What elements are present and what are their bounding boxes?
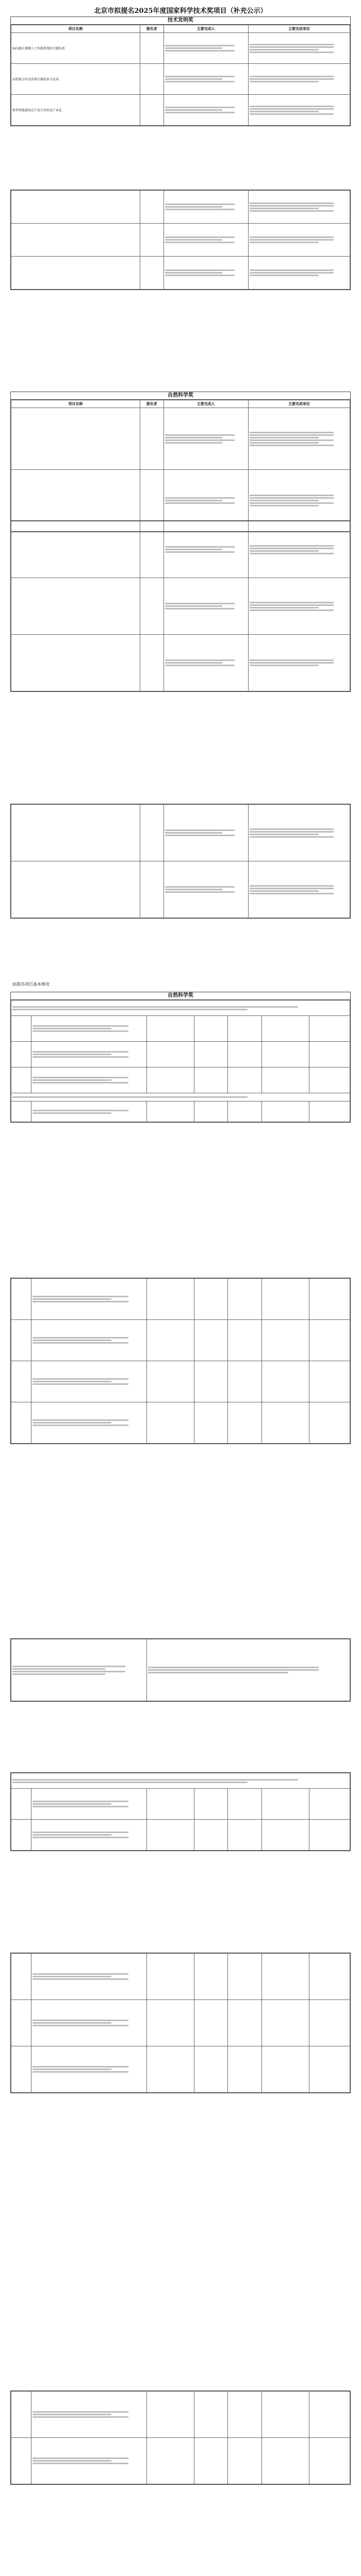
detail-table xyxy=(11,1773,350,1851)
detail-form-block-6 xyxy=(10,2391,351,2485)
table-row xyxy=(11,635,350,691)
table-row xyxy=(11,805,350,861)
nominator-cell xyxy=(140,257,163,290)
detail-form-block-3 xyxy=(10,1638,351,1702)
section-heading: 技术发明奖 xyxy=(11,17,350,25)
table-row xyxy=(11,95,350,126)
nominator-cell xyxy=(140,95,163,126)
nominator-cell xyxy=(140,64,163,95)
nominator-cell xyxy=(140,224,163,257)
units-cell xyxy=(248,33,350,64)
project-table xyxy=(11,521,350,691)
completers-cell xyxy=(163,64,248,95)
col-project-name: 项目名称 xyxy=(11,25,140,33)
completers-cell xyxy=(163,95,248,126)
col-units: 主要完成单位 xyxy=(248,25,350,33)
project-name xyxy=(11,191,140,224)
project-table xyxy=(11,25,350,126)
project-name: 面向超大规模人工智能系统的关键技术 xyxy=(11,33,140,64)
detail-form-block-5 xyxy=(10,1953,351,2093)
natural-science-block xyxy=(10,392,351,532)
col-completers: 主要完成人 xyxy=(163,25,248,33)
tech-invention-block-2 xyxy=(10,190,351,290)
detail-form-block-4 xyxy=(10,1772,351,1851)
document-title: 北京市拟提名2025年度国家科学技术奖项目（补充公示） xyxy=(94,7,267,15)
table-row xyxy=(11,578,350,635)
col-units: 主要完成单位 xyxy=(248,400,350,408)
nominator-cell xyxy=(140,191,163,224)
detail-form-block-2 xyxy=(10,1278,351,1444)
table-row xyxy=(11,1101,350,1122)
table-row xyxy=(11,521,350,578)
tech-invention-block xyxy=(10,16,351,126)
table-row xyxy=(11,1042,350,1067)
project-table xyxy=(11,190,350,290)
section-heading: 自然科学奖 xyxy=(11,392,350,400)
detail-form-block xyxy=(10,992,351,1123)
table-row xyxy=(11,408,350,470)
project-table xyxy=(11,400,350,532)
detail-table xyxy=(11,1000,350,1122)
detail-table xyxy=(11,1639,350,1701)
units-cell xyxy=(248,64,350,95)
detail-table xyxy=(11,1278,350,1444)
table-row xyxy=(11,64,350,95)
project-name: 新型智能感知芯片设计技术及产业化 xyxy=(11,95,140,126)
project-table xyxy=(11,804,350,918)
table-row xyxy=(11,191,350,224)
natural-science-block-3 xyxy=(10,804,351,919)
nominator-cell xyxy=(140,33,163,64)
table-row xyxy=(11,1016,350,1042)
project-name xyxy=(11,257,140,290)
table-row xyxy=(11,224,350,257)
detail-table xyxy=(11,1953,350,2093)
intro-note: 拟提名项目基本情况 xyxy=(12,982,50,987)
table-row xyxy=(11,861,350,918)
table-row xyxy=(11,1067,350,1093)
project-name xyxy=(11,224,140,257)
completers-cell xyxy=(163,33,248,64)
detail-table xyxy=(11,2391,350,2484)
table-row xyxy=(11,257,350,290)
project-name: 高性能分布式存储关键技术与应用 xyxy=(11,64,140,95)
table-row xyxy=(11,33,350,64)
col-project-name: 项目名称 xyxy=(11,400,140,408)
units-cell xyxy=(248,95,350,126)
col-nominator: 提名者 xyxy=(140,25,163,33)
col-completers: 主要完成人 xyxy=(163,400,248,408)
natural-science-block-2 xyxy=(10,520,351,692)
col-nominator: 提名者 xyxy=(140,400,163,408)
section-heading: 自然科学奖 xyxy=(11,992,350,1000)
